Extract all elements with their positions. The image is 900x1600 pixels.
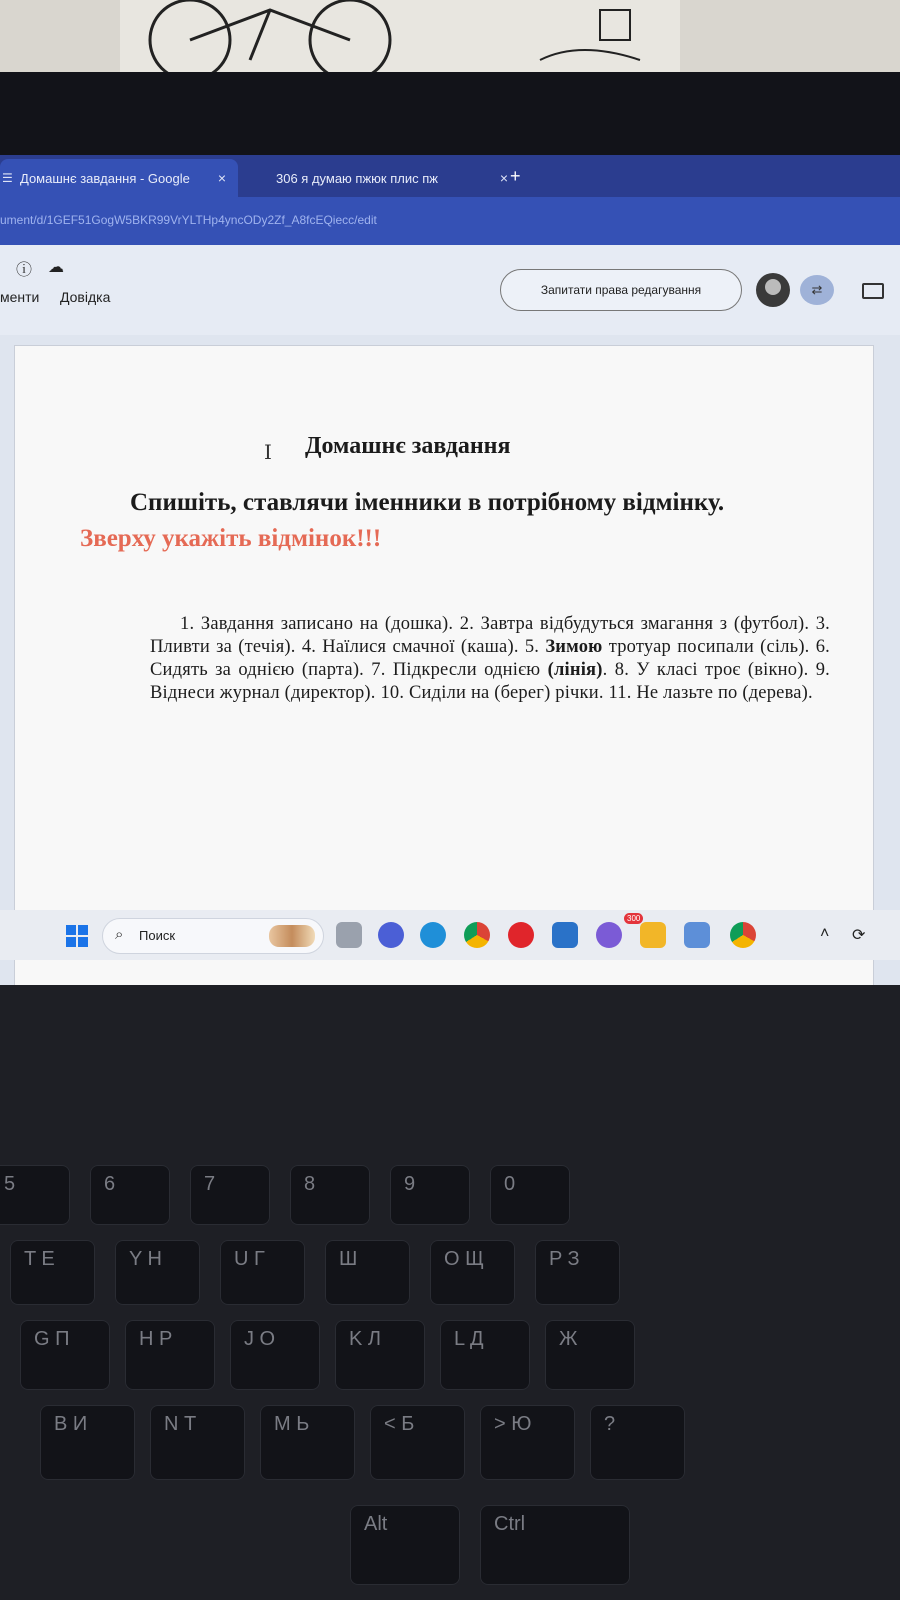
- exercise-bold: (лінія): [547, 660, 603, 680]
- browser-tab-bar: [0, 155, 900, 197]
- keyboard-key: J О: [230, 1320, 320, 1390]
- file-explorer-icon[interactable]: [640, 922, 666, 948]
- keyboard-key: 6: [90, 1165, 170, 1225]
- tab-title: 306 я думаю пжюк плис пж: [276, 170, 438, 186]
- keyboard-key: B И: [40, 1405, 135, 1480]
- keyboard-key: Ctrl: [480, 1505, 630, 1585]
- chrome-icon[interactable]: [464, 922, 490, 948]
- exercise-bold: Зимою: [545, 637, 603, 657]
- bicycle-poster: [120, 0, 680, 76]
- avatar[interactable]: [756, 273, 790, 307]
- request-edit-access-button[interactable]: Запитати права редагування: [500, 269, 742, 311]
- keyboard-key: G П: [20, 1320, 110, 1390]
- windows-taskbar: [0, 910, 900, 960]
- instruction-text: [80, 485, 800, 557]
- keyboard-key: Ш: [325, 1240, 410, 1305]
- search-highlight-image: [269, 925, 315, 947]
- keyboard-key: Ж: [545, 1320, 635, 1390]
- keyboard-key: 8: [290, 1165, 370, 1225]
- exercise-part: тротуар посипали (сіль). 6. Сидять за однією (парта). 7. Підкресли однією: [150, 637, 830, 680]
- taskbar-search[interactable]: [102, 918, 324, 954]
- tab-other[interactable]: [250, 159, 520, 197]
- keyboard-key: Y Н: [115, 1240, 200, 1305]
- keyboard-key: 9: [390, 1165, 470, 1225]
- docs-menu-icon: ☰: [2, 171, 13, 185]
- laptop-keyboard: [0, 985, 900, 1600]
- keyboard-key: 7: [190, 1165, 270, 1225]
- sync-icon[interactable]: ⟳: [852, 927, 866, 944]
- new-tab-icon[interactable]: +: [510, 166, 521, 186]
- tab-homework[interactable]: [0, 159, 238, 197]
- menu-item-help[interactable]: Довідка: [60, 289, 111, 305]
- menu-item-tools[interactable]: менти: [0, 289, 40, 305]
- instruction-main: Спишіть, ставлячи іменники в потрібному відмінку.: [130, 489, 725, 516]
- keyboard-key: T Е: [10, 1240, 95, 1305]
- keyboard-key: 5: [0, 1165, 70, 1225]
- notification-badge: 300: [624, 913, 643, 924]
- search-placeholder: Поиск: [139, 928, 176, 943]
- store-icon[interactable]: [684, 922, 710, 948]
- keyboard-key: < Б: [370, 1405, 465, 1480]
- keyboard-key: > Ю: [480, 1405, 575, 1480]
- keyboard-key: O Щ: [430, 1240, 515, 1305]
- task-view-icon[interactable]: [336, 922, 362, 948]
- tab-title: Домашнє завдання - Google: [20, 170, 190, 186]
- close-icon[interactable]: ×: [499, 170, 508, 186]
- keyboard-key: Alt: [350, 1505, 460, 1585]
- exercise-text: [150, 613, 830, 705]
- cloud-icon[interactable]: ☁: [48, 259, 64, 276]
- viber-icon[interactable]: [596, 922, 622, 948]
- search-icon: ⌕: [115, 926, 124, 943]
- share-icon[interactable]: ⇄: [800, 275, 834, 305]
- url-text: ument/d/1GEF51GogW5BKR99VrYLTHp4yncODy2Zf_A8fcEQiecc/edit: [0, 213, 377, 227]
- keyboard-key: N Т: [150, 1405, 245, 1480]
- opera-icon[interactable]: [508, 922, 534, 948]
- keyboard-key: U Г: [220, 1240, 305, 1305]
- keyboard-key: K Л: [335, 1320, 425, 1390]
- close-icon[interactable]: ×: [217, 170, 226, 186]
- keyboard-key: M Ь: [260, 1405, 355, 1480]
- video-call-icon[interactable]: [862, 283, 884, 299]
- keyboard-key: L Д: [440, 1320, 530, 1390]
- address-bar[interactable]: [0, 197, 900, 245]
- windows-start-icon[interactable]: [66, 925, 88, 947]
- document-title: Домашнє завдання: [305, 433, 511, 459]
- keyboard-key: 0: [490, 1165, 570, 1225]
- meet-icon[interactable]: [378, 922, 404, 948]
- keyboard-key: P З: [535, 1240, 620, 1305]
- keyboard-key: ?: [590, 1405, 685, 1480]
- monitor-bezel: [0, 72, 900, 162]
- mail-icon[interactable]: [552, 922, 578, 948]
- chrome-active-icon[interactable]: [730, 922, 756, 948]
- exercise-part: 1. Завдання записано на (дошка). 2. Завтра відбудуться змагання з (футбол). 3. Пливти за (течія). 4. Наїлися смачної (каша). 5.: [150, 614, 830, 657]
- info-icon[interactable]: ⓘ: [16, 262, 33, 279]
- instruction-red: Зверху укажіть відмінок!!!: [80, 525, 382, 552]
- exercise-part: . 8. У класі троє (вікно). 9. Віднеси журнал (директор). 10. Сиділи на (берег) річки. 11. Не лазьте по (дерева).: [150, 660, 830, 703]
- edge-icon[interactable]: [420, 922, 446, 948]
- monitor-screen: [0, 155, 900, 985]
- chevron-up-icon[interactable]: ˄: [820, 925, 830, 942]
- text-cursor-icon: I: [264, 440, 272, 464]
- keyboard-key: H Р: [125, 1320, 215, 1390]
